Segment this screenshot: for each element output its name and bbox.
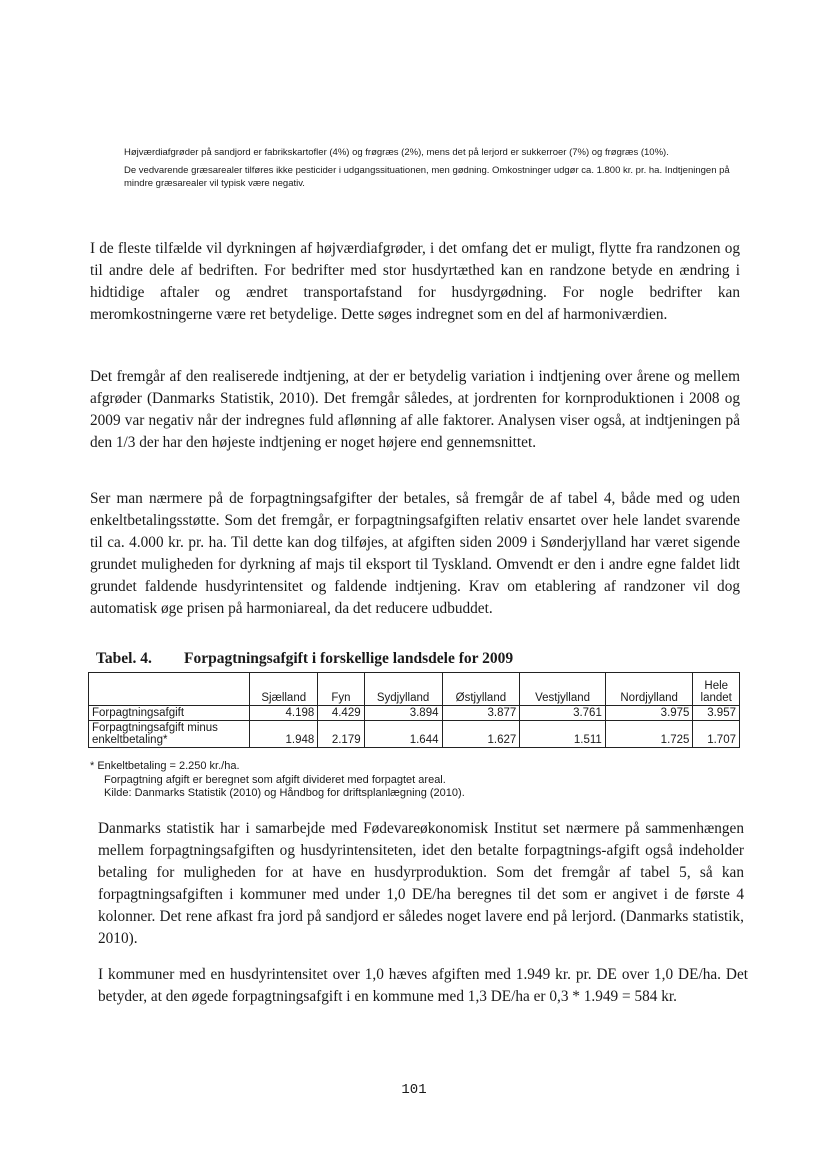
- cell-value: 1.707: [693, 721, 740, 748]
- footnote-continuation: [124, 146, 744, 195]
- table-caption: [96, 650, 513, 668]
- table-source: Kilde: Danmarks Statistik (2010) og Håndbog for driftsplanlægning (2010).: [104, 787, 465, 799]
- cell-value: 3.975: [605, 706, 693, 721]
- table-row: [89, 721, 740, 748]
- body-paragraph: Ser man nærmere på de forpagtningsafgifter der betales, så fremgår de af tabel 4, både med og uden enkeltbetalingsstøtte. Som det fremgår, er forpagtningsafgiften relativ ensartet over hele landet svarende til ca. 4.000 kr. pr. ha. Til dette kan dog tilføjes, at afgiften siden 2009 i Sønderjylland har været sigende grundet muligheden for dyrkning af majs til eksport til Tyskland. Omvendt er den i andre egne faldet lidt grundet faldende husdyrintensitet og faldende indtjening. Krav om etablering af randzoner vil dog automatisk øge prisen på harmoniareal, da det reducere udbuddet.: [90, 490, 740, 617]
- table-row: [89, 706, 740, 721]
- cell-value: 1.644: [364, 721, 442, 748]
- table-notes: [90, 760, 465, 801]
- cell-value: 4.429: [318, 706, 364, 721]
- body-paragraph: Danmarks statistik har i samarbejde med Fødevareøkonomisk Institut set nærmere på sammenhængen mellem forpagtningsafgiften og husdyrintensiteten, idet den betalte forpagtnings-afgift også indeholder betaling for muligheden for at have en husdyrproduktion. Som det fremgår af tabel 5, så kan forpagtningsafgiften i kommuner med under 1,0 DE/ha beregnes til det som er angivet i de første 4 kolonner. Det rene afkast fra jord på sandjord er således noget lavere end på lerjord. (Danmarks statistik, 2010).: [98, 820, 744, 947]
- footnote-line: De vedvarende græsarealer tilføres ikke pesticider i udgangssituationen, men gødning. Omkostninger udgør ca. 1.800 kr. pr. ha. Indtjeningen på mindre græsarealer vil typisk være negativ.: [124, 165, 730, 189]
- table-header-row: [89, 673, 740, 706]
- rent-table: [88, 672, 740, 748]
- column-header-empty: [89, 673, 250, 706]
- column-header: Vestjylland: [520, 673, 606, 706]
- column-header: Østjylland: [442, 673, 520, 706]
- row-label: Forpagtningsafgift minus enkeltbetaling*: [89, 721, 250, 748]
- cell-value: 1.948: [250, 721, 318, 748]
- cell-value: 3.877: [442, 706, 520, 721]
- body-paragraph: Det fremgår af den realiserede indtjening, at der er betydelig variation i indtjening over årene og mellem afgrøder (Danmarks Statistik, 2010). Det fremgår således, at jordrenten for kornproduktionen i 2008 og 2009 var negativ når der indregnes fuld aflønning af alle faktorer. Analysen viser også, at indtjeningen på den 1/3 der har den højeste indtjening er noget højere end gennemsnittet.: [90, 368, 740, 451]
- column-header: Sjælland: [250, 673, 318, 706]
- column-header: Fyn: [318, 673, 364, 706]
- table-title: Forpagtningsafgift i forskellige landsdele for 2009: [184, 650, 514, 667]
- table-note: Forpagtning afgift er beregnet som afgift divideret med forpagtet areal.: [104, 773, 446, 786]
- cell-value: 1.725: [605, 721, 693, 748]
- cell-value: 1.511: [520, 721, 606, 748]
- body-paragraph: I kommuner med en husdyrintensitet over 1,0 hæves afgiften med 1.949 kr. pr. DE over 1,0 DE/ha. Det betyder, at den øgede forpagtningsafgift i en kommune med 1,3 DE/ha er 0,3 * 1.949 = 584 kr.: [98, 966, 748, 1005]
- row-label: Forpagtningsafgift: [89, 706, 250, 721]
- footnote-line: Højværdiafgrøder på sandjord er fabrikskartofler (4%) og frøgræs (2%), mens det på lerjord er sukkerroer (7%) og frøgræs (10%).: [124, 147, 669, 158]
- cell-value: 4.198: [250, 706, 318, 721]
- cell-value: 3.894: [364, 706, 442, 721]
- cell-value: 2.179: [318, 721, 364, 748]
- column-header: Hele landet: [693, 673, 740, 706]
- table-note: * Enkeltbetaling = 2.250 kr./ha.: [90, 760, 240, 772]
- cell-value: 3.761: [520, 706, 606, 721]
- cell-value: 1.627: [442, 721, 520, 748]
- column-header: Sydjylland: [364, 673, 442, 706]
- page-number: 101: [401, 1082, 427, 1098]
- body-paragraph: I de fleste tilfælde vil dyrkningen af højværdiafgrøder, i det omfang det er muligt, flytte fra randzonen og til andre dele af bedriften. For bedrifter med stor husdyrtæthed kan en randzone betyde en ændring i hidtidige aftaler og ændret transportafstand for husdyrgødning. For nogle bedrifter kan meromkostningerne være ret betydelige. Dette søges indregnet som en del af harmoniværdien.: [90, 240, 740, 323]
- table-number: Tabel. 4.: [96, 650, 152, 667]
- column-header: Nordjylland: [605, 673, 693, 706]
- cell-value: 3.957: [693, 706, 740, 721]
